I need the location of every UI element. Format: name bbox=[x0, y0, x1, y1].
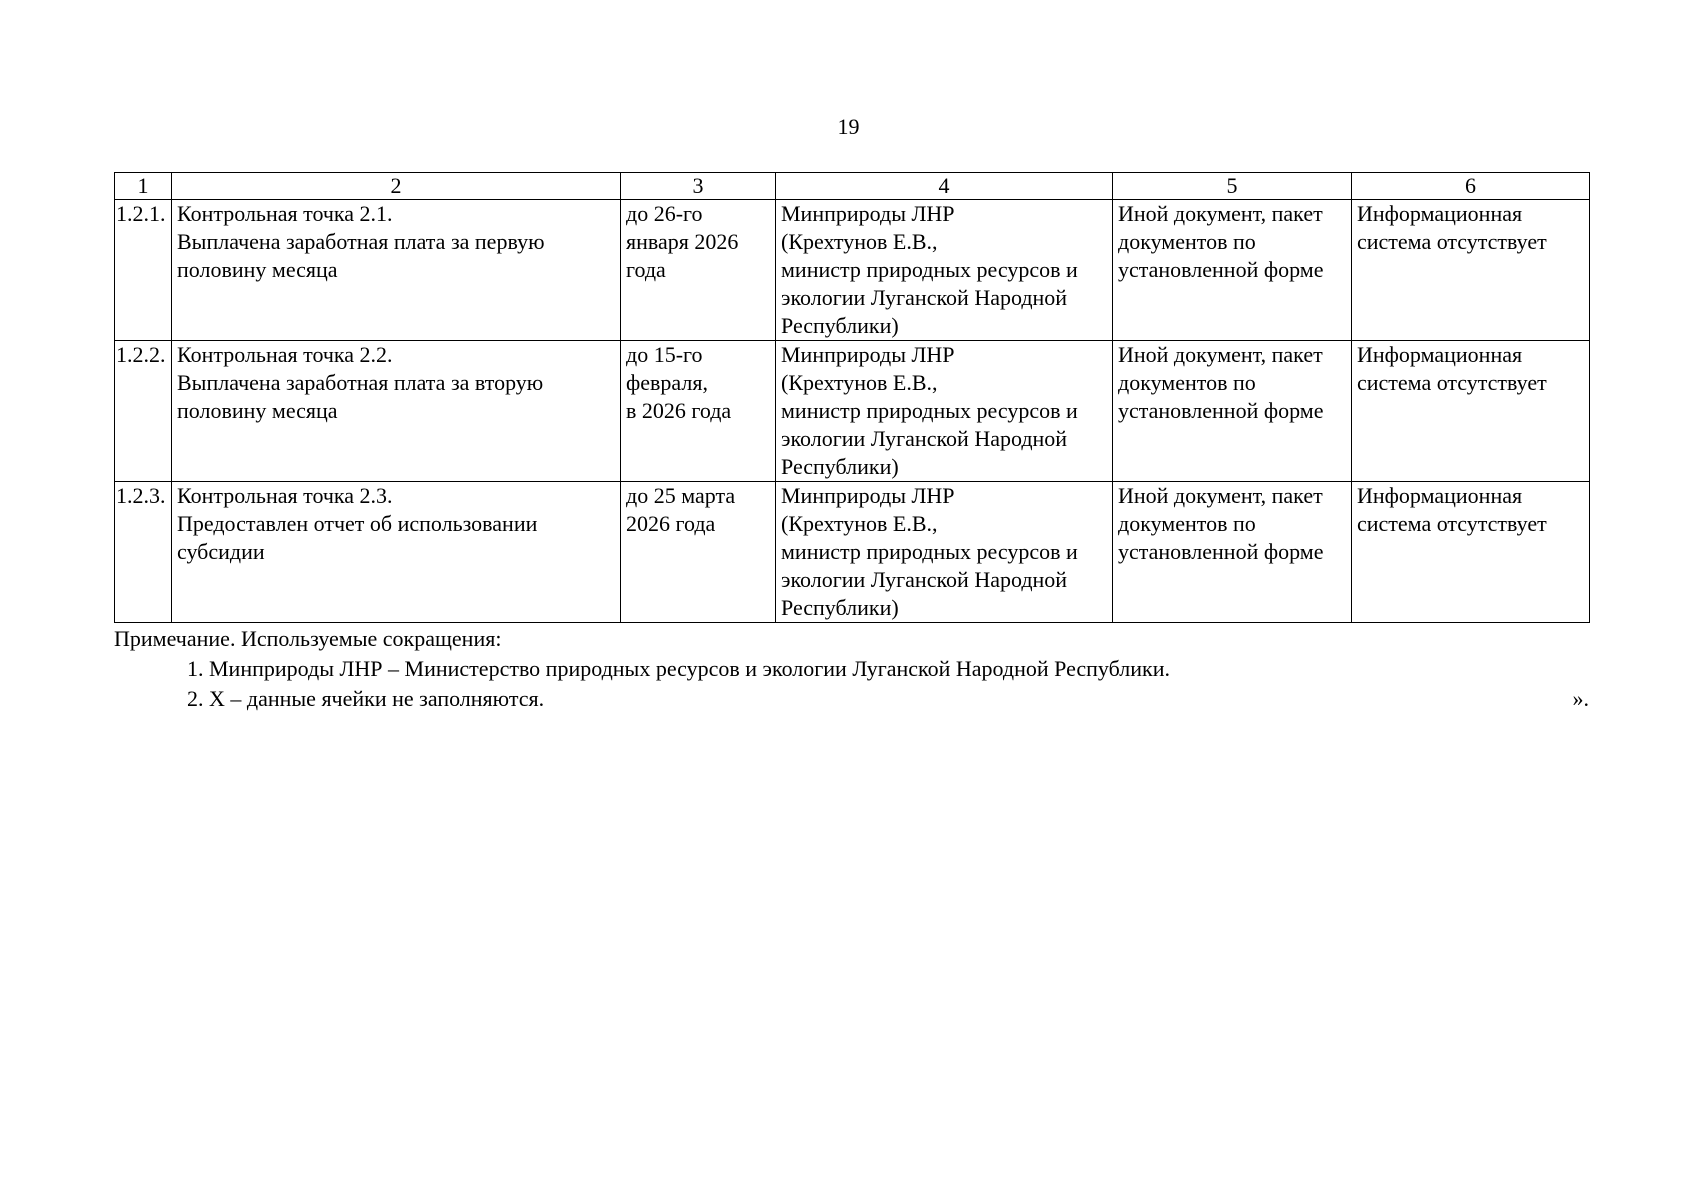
row-description: Контрольная точка 2.3. Предоставлен отчет об использовании субсидии bbox=[172, 482, 621, 623]
row-document: Иной документ, пакет документов по установленной форме bbox=[1113, 482, 1352, 623]
header-cell: 5 bbox=[1113, 173, 1352, 200]
header-cell: 4 bbox=[776, 173, 1113, 200]
row-description: Контрольная точка 2.2. Выплачена заработная плата за вторую половину месяца bbox=[172, 341, 621, 482]
header-cell: 1 bbox=[115, 173, 172, 200]
table-row bbox=[115, 341, 1590, 482]
note-item-text: 1. Минприроды ЛНР – Министерство природных ресурсов и экологии Луганской Народной Республики. bbox=[187, 656, 1170, 681]
notes-title: Примечание. Используемые сокращения: bbox=[114, 626, 502, 651]
table-row bbox=[115, 200, 1590, 341]
header-cell: 3 bbox=[621, 173, 776, 200]
control-points-table bbox=[114, 172, 1590, 623]
row-responsible: Минприроды ЛНР (Крехтунов Е.В., министр природных ресурсов и экологии Луганской Народной Республики) bbox=[776, 341, 1113, 482]
note-item bbox=[114, 684, 1589, 714]
table-header-row bbox=[115, 173, 1590, 200]
row-document: Иной документ, пакет документов по установленной форме bbox=[1113, 341, 1352, 482]
header-cell: 6 bbox=[1352, 173, 1590, 200]
row-deadline: до 26-го января 2026 года bbox=[621, 200, 776, 341]
header-cell: 2 bbox=[172, 173, 621, 200]
row-system: Информационная система отсутствует bbox=[1352, 200, 1590, 341]
row-number: 1.2.2. bbox=[115, 341, 172, 482]
closing-quote: ». bbox=[1572, 686, 1589, 711]
table-body bbox=[115, 200, 1590, 623]
row-number: 1.2.3. bbox=[115, 482, 172, 623]
row-number: 1.2.1. bbox=[115, 200, 172, 341]
table-header bbox=[115, 173, 1590, 200]
note-item bbox=[114, 654, 1589, 684]
page-number: 19 bbox=[837, 114, 860, 139]
row-deadline: до 25 марта 2026 года bbox=[621, 482, 776, 623]
row-document: Иной документ, пакет документов по установленной форме bbox=[1113, 200, 1352, 341]
note-item-text: 2. Х – данные ячейки не заполняются. bbox=[187, 686, 545, 711]
row-responsible: Минприроды ЛНР (Крехтунов Е.В., министр природных ресурсов и экологии Луганской Народной Республики) bbox=[776, 200, 1113, 341]
row-system: Информационная система отсутствует bbox=[1352, 341, 1590, 482]
row-description: Контрольная точка 2.1. Выплачена заработная плата за первую половину месяца bbox=[172, 200, 621, 341]
notes-section bbox=[114, 624, 1589, 714]
table-row bbox=[115, 482, 1590, 623]
row-system: Информационная система отсутствует bbox=[1352, 482, 1590, 623]
row-deadline: до 15-го февраля, в 2026 года bbox=[621, 341, 776, 482]
row-responsible: Минприроды ЛНР (Крехтунов Е.В., министр природных ресурсов и экологии Луганской Народной Республики) bbox=[776, 482, 1113, 623]
